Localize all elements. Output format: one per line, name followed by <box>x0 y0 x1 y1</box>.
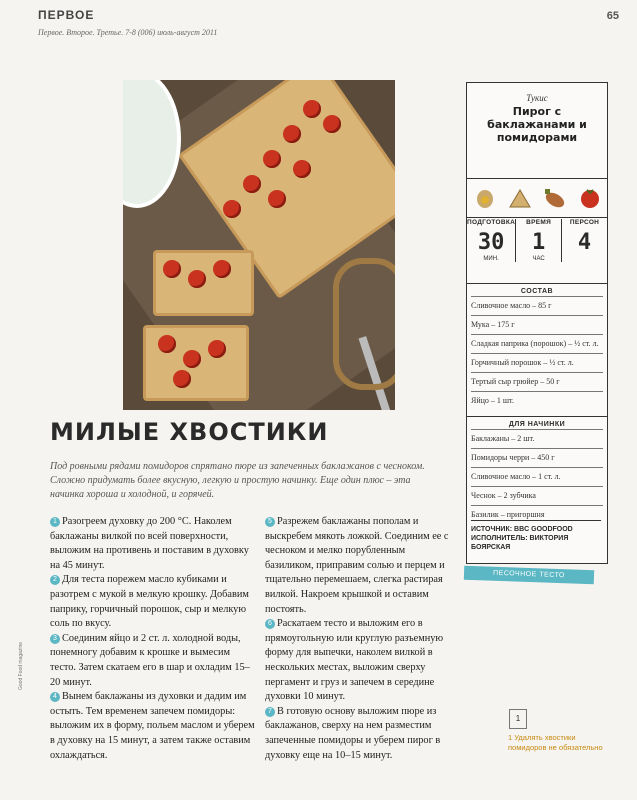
egg-icon <box>472 187 498 209</box>
steps-column-1 <box>50 515 255 763</box>
ingredient-item: Сливочное масло – 85 г <box>471 296 603 315</box>
step-6 <box>265 617 455 705</box>
step-text: Для теста порежем масло кубиками и разотрем с мукой в мелкую крошку. Добавим паприку, горчичный порошок, сыр и мелкую соль по вкусу. <box>50 574 249 630</box>
stat-unit: ЧАС <box>532 256 545 262</box>
filling-item: Помидоры черри – 450 г <box>471 448 603 467</box>
stat-label: ПЕРСОН <box>569 219 600 226</box>
step-text: Разрежем баклажаны пополам и выскребем мякоть ложкой. Соединим ее с чесноком и мелко порубленным базиликом, приправим солью и перцем и тщательно перемешаем, слегка растирая вилкой. Накроем крышкой и оставим постоять. <box>265 516 449 615</box>
step-number: 3 <box>50 634 60 644</box>
ingredient-icons <box>467 178 607 218</box>
tomato-icon <box>577 187 603 209</box>
tomato <box>173 370 191 388</box>
tomato <box>283 125 301 143</box>
tomato <box>243 175 261 193</box>
tomato <box>158 335 176 353</box>
tomato <box>303 100 321 118</box>
step-text: Вынем баклажаны из духовки и дадим им остыть. Тем временем запечем помидоры: выложим их в форму, польем маслом и уберем в духовку на 15 минут, а затем также оставим охлаждаться. <box>50 691 255 761</box>
tomato <box>188 270 206 288</box>
filling-heading: ДЛЯ НАЧИНКИ <box>467 416 607 428</box>
filling-list <box>471 429 603 524</box>
stat-value: 4 <box>577 230 592 255</box>
step-number: 6 <box>265 619 275 629</box>
step-number: 1 <box>50 517 60 527</box>
steps-column-2 <box>265 515 455 763</box>
footnote-text: 1 Удалять хвостики помидоров не обязательно <box>508 733 603 752</box>
ingredient-item: Горчичный порошок – ½ ст. л. <box>471 353 603 372</box>
tomato <box>183 350 201 368</box>
eggplant-icon <box>542 187 568 209</box>
step-5 <box>265 515 455 617</box>
stat-prep <box>467 219 516 262</box>
recipe-stats <box>467 219 607 262</box>
tomato <box>163 260 181 278</box>
step-7 <box>265 705 455 763</box>
footnote-marker: 1 <box>509 709 527 729</box>
recipe-author: Тукис <box>526 93 548 103</box>
tomato-tart-photo <box>123 80 395 410</box>
recipe-card <box>466 82 608 564</box>
section-title: ПЕРВОЕ <box>38 8 95 22</box>
performer-line: ИСПОЛНИТЕЛЬ: ВИКТОРИЯ БОЯРСКАЯ <box>471 535 569 551</box>
ingredient-item: Сладкая паприка (порошок) – ½ ст. л. <box>471 334 603 353</box>
stat-value: 1 <box>531 230 546 255</box>
page-header <box>38 8 619 50</box>
tomato <box>213 260 231 278</box>
filling-item: Базилик – пригоршня <box>471 505 603 524</box>
tomato <box>293 160 311 178</box>
filling-item: Чеснок – 2 зубчика <box>471 486 603 505</box>
article-lead: Под ровными рядами помидоров спрятано пюре из запеченных баклажанов с чесноком. Сложно придумать более вкусную, легкую и простую начинку. Еще один плюс – эта начинка хороша и холодной, и горячей. <box>50 461 425 500</box>
step-text: В готовую основу выложим пюре из баклажанов, сверху на нем разместим запеченные помидоры и уберем пирог в духовку еще на 10–15 минут. <box>265 705 441 761</box>
ingredient-list <box>471 296 603 410</box>
filling-item: Сливочное масло – 1 ст. л. <box>471 467 603 486</box>
step-number: 4 <box>50 692 60 702</box>
composition-heading: СОСТАВ <box>467 283 607 295</box>
step-text: Раскатаем тесто и выложим его в прямоугольную или круглую разъемную форму для выпечки, наколем вилкой в нескольких местах, выложим сверху пергамент и груз и запечем в середине духовки 10 минут. <box>265 618 444 703</box>
recipe-title: Пирог с баклажанами и помидорами <box>487 105 587 144</box>
step-text: Соединим яйцо и 2 ст. л. холодной воды, понемногу добавим к крошке и вымесим тесто. Затем скатаем его в шар и охладим 15–20 минут. <box>50 632 250 688</box>
page-number: 65 <box>606 10 619 22</box>
basket <box>333 258 395 390</box>
article-title: МИЛЫЕ ХВОСТИКИ <box>50 418 329 446</box>
step-4 <box>50 690 255 763</box>
step-number: 7 <box>265 707 275 717</box>
issue-line: Первое. Второе. Третье. 7-8 (006) июль-август 2011 <box>38 28 218 37</box>
tomato <box>323 115 341 133</box>
ingredient-item: Яйцо – 1 шт. <box>471 391 603 410</box>
ingredient-item: Мука – 175 г <box>471 315 603 334</box>
tomato <box>223 200 241 218</box>
tomato <box>263 150 281 168</box>
step-3 <box>50 632 255 690</box>
dough-tag: ПЕСОЧНОЕ ТЕСТО <box>464 566 594 585</box>
stat-unit: МИН. <box>483 256 499 262</box>
source-line: ИСТОЧНИК: BBC GOODFOOD <box>471 526 573 533</box>
stat-label: ВРЕМЯ <box>526 219 552 226</box>
filling-item: Баклажаны – 2 шт. <box>471 429 603 448</box>
step-number: 2 <box>50 575 60 585</box>
tomato <box>268 190 286 208</box>
step-number: 5 <box>265 517 275 527</box>
tomato <box>208 340 226 358</box>
ingredient-item: Тертый сыр грюйер – 50 г <box>471 372 603 391</box>
photo-credit: Good Food magazine <box>18 641 24 690</box>
step-2 <box>50 573 255 631</box>
step-text: Разогреем духовку до 200 °С. Наколем баклажаны вилкой по всей поверхности, выложим на противень и поставим в духовку на 45 минут. <box>50 516 249 571</box>
stat-time <box>516 219 562 262</box>
flour-icon <box>507 187 533 209</box>
stat-servings <box>562 219 607 262</box>
stat-label: ПОДГОТОВКА <box>467 219 516 226</box>
recipe-source <box>471 520 601 552</box>
stat-value: 30 <box>477 230 505 255</box>
step-1 <box>50 515 255 573</box>
